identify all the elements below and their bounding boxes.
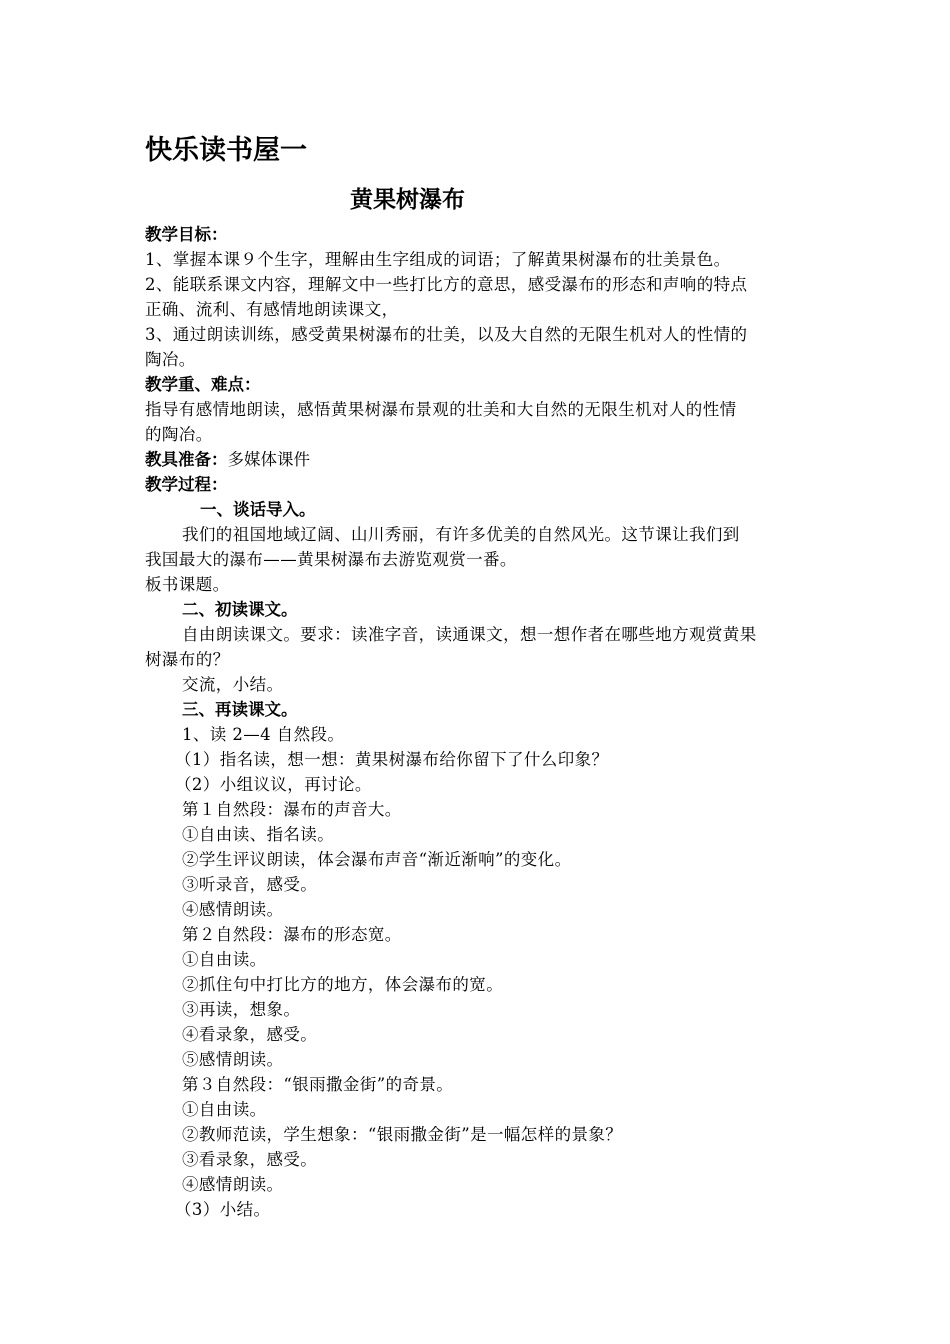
page-title: 快乐读书屋一: [145, 135, 307, 166]
section3-item: 第３自然段：“银雨撒金街”的奇景。: [182, 1075, 454, 1094]
section1-text: 板书课题。: [145, 575, 230, 594]
section2-text: 树瀑布的？: [145, 650, 230, 669]
section3-item: 1、读 2—4 自然段。: [182, 725, 345, 744]
section3-item: ①自由读。: [182, 1100, 267, 1119]
process-heading: 教学过程：: [145, 475, 228, 494]
goal-item: 3、通过朗读训练，感受黄果树瀑布的壮美，以及大自然的无限生机对人的性情的: [145, 325, 748, 344]
section3-item: （2）小组议议，再讨论。: [175, 775, 372, 794]
materials-line: [145, 447, 815, 472]
key-points-heading: 教学重、难点：: [145, 375, 261, 394]
section3-item: ①自由读。: [182, 950, 267, 969]
section3-item: ②学生评议朗读，体会瀑布声音“渐近渐响”的变化。: [182, 850, 572, 869]
materials-value: 多媒体课件: [227, 450, 310, 469]
section3-item: ①自由读、指名读。: [182, 825, 335, 844]
section3-item: （3）小结。: [175, 1200, 271, 1219]
section3-item: （1）指名读，想一想：黄果树瀑布给你留下了什么印象？: [175, 750, 609, 769]
goal-item: 2、能联系课文内容，理解文中一些打比方的意思，感受瀑布的形态和声响的特点: [145, 275, 748, 294]
section2-heading: 二、初读课文。: [182, 600, 298, 619]
goals-heading: 教学目标：: [145, 225, 228, 244]
section1-text: 我们的祖国地域辽阔、山川秀丽，有许多优美的自然风光。这节课让我们到: [182, 525, 740, 544]
section3-heading: 三、再读课文。: [182, 700, 298, 719]
section3-item: ④感情朗读。: [182, 1175, 284, 1194]
goal-item: 陶冶。: [145, 350, 196, 369]
goal-item: 正确、流利、有感情地朗读课文，: [145, 300, 399, 319]
materials-heading: 教具准备：: [145, 450, 228, 469]
section3-item: ②抓住句中打比方的地方，体会瀑布的宽。: [182, 975, 504, 994]
key-points-text: 指导有感情地朗读，感悟黄果树瀑布景观的壮美和大自然的无限生机对人的性情: [145, 400, 737, 419]
lesson-title: 黄果树瀑布: [350, 187, 465, 213]
section3-item: ③看录象，感受。: [182, 1150, 318, 1169]
section3-item: ④看录象，感受。: [182, 1025, 318, 1044]
section3-item: 第２自然段：瀑布的形态宽。: [182, 925, 402, 944]
section1-heading: 一、谈话导入。: [200, 500, 316, 519]
section2-text: 交流，小结。: [182, 675, 284, 694]
section3-item: ⑤感情朗读。: [182, 1050, 284, 1069]
section3-item: ④感情朗读。: [182, 900, 284, 919]
section3-item: 第１自然段：瀑布的声音大。: [182, 800, 402, 819]
section3-item: ③再读，想象。: [182, 1000, 301, 1019]
section3-item: ③听录音，感受。: [182, 875, 318, 894]
section1-text: 我国最大的瀑布——黄果树瀑布去游览观赏一番。: [145, 550, 517, 569]
goal-item: 1、掌握本课９个生字，理解由生字组成的词语；了解黄果树瀑布的壮美景色。: [145, 250, 731, 269]
key-points-text: 的陶冶。: [145, 425, 213, 444]
lesson-plan-body: [145, 222, 815, 1222]
section3-item: ②教师范读，学生想象：“银雨撒金街”是一幅怎样的景象？: [182, 1125, 623, 1144]
section2-text: 自由朗读课文。要求：读准字音，读通课文，想一想作者在哪些地方观赏黄果: [182, 625, 757, 644]
